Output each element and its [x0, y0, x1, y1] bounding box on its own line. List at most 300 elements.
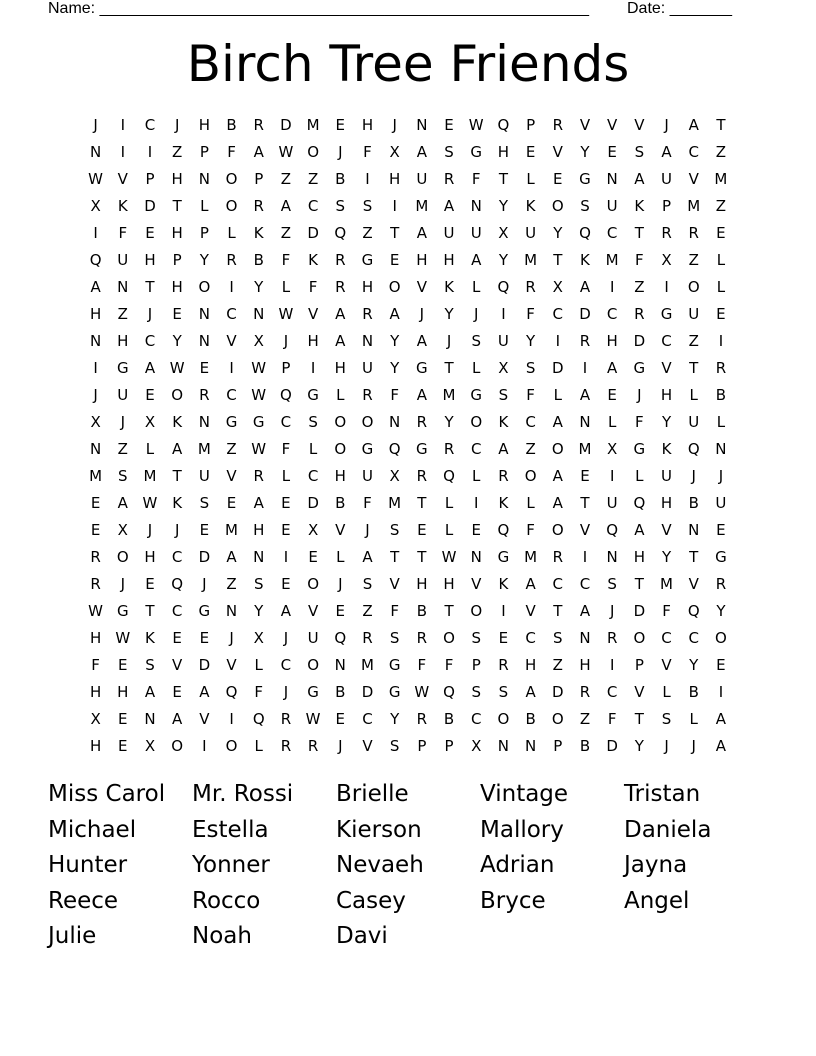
- word-list-item: Rocco: [192, 887, 261, 914]
- grid-letter: J: [664, 737, 669, 755]
- grid-letter: C: [688, 143, 699, 161]
- grid-letter: I: [664, 278, 669, 296]
- grid-letter: O: [307, 143, 319, 161]
- grid-letter: N: [89, 332, 102, 350]
- grid-letter: T: [417, 548, 427, 566]
- grid-letter: F: [254, 683, 264, 701]
- grid-letter: E: [226, 494, 237, 512]
- word-list-item: Vintage: [480, 781, 569, 807]
- grid-letter: H: [334, 467, 346, 485]
- grid-letter: E: [118, 656, 128, 674]
- grid-letter: L: [254, 656, 263, 674]
- name-field-label: Name: _______________________________________________________: [48, 0, 589, 17]
- grid-letter: H: [361, 278, 374, 296]
- grid-letter: X: [253, 332, 264, 350]
- grid-letter: R: [525, 278, 536, 296]
- grid-letter: I: [582, 548, 588, 566]
- grid-letter: A: [498, 440, 509, 458]
- grid-letter: R: [280, 710, 292, 728]
- grid-letter: E: [118, 737, 128, 755]
- grid-letter: P: [145, 170, 155, 188]
- grid-letter: G: [715, 548, 727, 566]
- grid-letter: P: [199, 224, 209, 242]
- grid-letter: S: [389, 521, 400, 539]
- grid-letter: C: [144, 116, 156, 134]
- grid-letter: A: [172, 440, 183, 458]
- grid-letter: G: [225, 413, 238, 431]
- grid-letter: O: [225, 737, 238, 755]
- grid-letter: V: [634, 683, 645, 701]
- grid-row: [82, 220, 742, 247]
- grid-letter: M: [143, 467, 157, 485]
- grid-letter: N: [198, 413, 210, 431]
- word-list-item: Tristan: [624, 781, 701, 807]
- grid-letter: L: [227, 224, 236, 242]
- grid-letter: E: [145, 386, 155, 404]
- grid-letter: Z: [362, 602, 373, 620]
- grid-letter: B: [579, 737, 591, 755]
- grid-row: [82, 625, 742, 652]
- grid-letter: W: [278, 305, 294, 323]
- grid-letter: L: [281, 278, 291, 296]
- grid-letter: P: [526, 116, 536, 134]
- grid-letter: G: [116, 602, 129, 620]
- grid-row: [82, 328, 742, 355]
- grid-letter: A: [634, 170, 645, 188]
- grid-letter: I: [93, 359, 98, 377]
- grid-letter: Z: [280, 224, 292, 242]
- grid-letter: Y: [498, 197, 508, 215]
- grid-letter: G: [388, 683, 401, 701]
- grid-letter: R: [416, 629, 428, 647]
- grid-letter: J: [718, 467, 724, 485]
- grid-letter: H: [144, 548, 156, 566]
- grid-letter: L: [444, 494, 454, 512]
- grid-letter: H: [89, 737, 102, 755]
- grid-letter: A: [253, 494, 264, 512]
- grid-letter: G: [633, 440, 646, 458]
- grid-letter: O: [443, 629, 455, 647]
- grid-letter: X: [498, 359, 509, 377]
- grid-letter: V: [661, 521, 672, 539]
- grid-letter: E: [498, 629, 509, 647]
- grid-letter: I: [202, 737, 207, 755]
- grid-letter: Q: [280, 386, 292, 404]
- grid-letter: J: [147, 521, 153, 539]
- grid-letter: S: [580, 197, 590, 215]
- grid-row: [82, 490, 742, 517]
- grid-letter: H: [660, 494, 673, 512]
- grid-letter: R: [688, 224, 699, 242]
- word-list-item: Estella: [192, 816, 269, 843]
- grid-letter: T: [172, 467, 182, 485]
- grid-letter: V: [688, 575, 699, 593]
- grid-letter: Y: [390, 359, 400, 377]
- grid-letter: J: [174, 521, 180, 539]
- grid-letter: A: [416, 224, 427, 242]
- grid-letter: O: [551, 521, 564, 539]
- grid-letter: X: [552, 278, 563, 296]
- grid-letter: C: [606, 683, 618, 701]
- grid-letter: A: [715, 737, 727, 755]
- grid-letter: B: [335, 494, 346, 512]
- grid-letter: R: [90, 548, 101, 566]
- grid-letter: H: [389, 170, 401, 188]
- grid-letter: G: [470, 386, 483, 404]
- grid-row: [82, 436, 742, 463]
- grid-letter: A: [525, 683, 536, 701]
- grid-letter: E: [716, 224, 726, 242]
- grid-letter: G: [388, 656, 401, 674]
- grid-letter: D: [144, 197, 156, 215]
- grid-letter: Z: [552, 656, 563, 674]
- grid-letter: W: [251, 359, 267, 377]
- grid-letter: R: [90, 575, 101, 593]
- grid-letter: L: [689, 710, 698, 728]
- grid-letter: E: [335, 710, 346, 728]
- grid-letter: P: [199, 143, 209, 161]
- grid-letter: E: [389, 251, 400, 269]
- grid-letter: N: [579, 629, 591, 647]
- grid-letter: A: [579, 602, 591, 620]
- grid-letter: M: [388, 494, 402, 512]
- grid-letter: N: [117, 278, 129, 296]
- grid-letter: H: [171, 224, 183, 242]
- grid-letter: U: [416, 170, 428, 188]
- grid-letter: L: [472, 359, 481, 377]
- grid-letter: M: [360, 656, 374, 674]
- grid-letter: E: [471, 521, 481, 539]
- grid-letter: N: [361, 332, 374, 350]
- grid-letter: D: [280, 116, 292, 134]
- grid-letter: Q: [443, 467, 455, 485]
- grid-letter: B: [335, 170, 346, 188]
- grid-letter: J: [691, 467, 696, 485]
- grid-letter: H: [89, 629, 102, 647]
- grid-letter: Y: [172, 332, 182, 350]
- word-list-item: Yonner: [192, 852, 270, 878]
- grid-row: [82, 544, 742, 571]
- grid-letter: X: [144, 413, 156, 431]
- grid-letter: N: [198, 305, 210, 323]
- grid-row: [82, 652, 742, 679]
- grid-letter: G: [497, 548, 510, 566]
- grid-letter: Z: [688, 251, 699, 269]
- grid-letter: O: [497, 710, 510, 728]
- grid-letter: H: [198, 116, 210, 134]
- grid-letter: H: [443, 575, 455, 593]
- grid-letter: H: [606, 332, 618, 350]
- grid-letter: Z: [307, 170, 319, 188]
- grid-letter: V: [362, 737, 373, 755]
- grid-letter: Z: [280, 170, 292, 188]
- grid-letter: G: [198, 602, 211, 620]
- grid-letter: J: [637, 386, 642, 404]
- grid-letter: Q: [579, 224, 591, 242]
- grid-letter: A: [416, 143, 427, 161]
- grid-letter: F: [118, 224, 128, 242]
- grid-row: [82, 571, 742, 598]
- grid-letter: B: [715, 386, 727, 404]
- grid-letter: G: [307, 683, 319, 701]
- grid-letter: K: [498, 413, 509, 431]
- grid-letter: D: [552, 359, 564, 377]
- grid-letter: X: [90, 413, 101, 431]
- grid-letter: U: [715, 494, 727, 512]
- grid-letter: W: [468, 116, 484, 134]
- grid-letter: R: [226, 251, 237, 269]
- grid-letter: M: [197, 440, 211, 458]
- grid-letter: T: [716, 116, 726, 134]
- grid-letter: T: [444, 359, 454, 377]
- grid-letter: Q: [606, 521, 619, 539]
- grid-letter: Y: [553, 224, 563, 242]
- grid-letter: J: [691, 737, 696, 755]
- grid-letter: Q: [687, 440, 700, 458]
- grid-row: [82, 382, 742, 409]
- grid-letter: K: [253, 224, 264, 242]
- grid-letter: F: [526, 521, 535, 539]
- grid-letter: N: [497, 737, 510, 755]
- grid-letter: P: [417, 737, 427, 755]
- grid-row: [82, 139, 742, 166]
- grid-letter: X: [307, 521, 319, 539]
- grid-letter: A: [362, 548, 373, 566]
- grid-letter: U: [361, 359, 373, 377]
- grid-letter: C: [552, 305, 564, 323]
- grid-letter: E: [553, 170, 563, 188]
- grid-letter: G: [361, 440, 374, 458]
- grid-letter: R: [498, 656, 509, 674]
- grid-letter: S: [634, 143, 645, 161]
- grid-letter: T: [634, 710, 644, 728]
- grid-letter: V: [226, 467, 237, 485]
- grid-letter: U: [661, 467, 673, 485]
- grid-letter: O: [334, 440, 347, 458]
- grid-letter: S: [553, 629, 563, 647]
- grid-letter: V: [607, 116, 618, 134]
- grid-letter: X: [117, 521, 128, 539]
- grid-letter: E: [90, 494, 101, 512]
- grid-letter: T: [390, 548, 400, 566]
- grid-letter: R: [199, 386, 210, 404]
- grid-letter: H: [117, 332, 129, 350]
- grid-row: [82, 679, 742, 706]
- grid-letter: R: [416, 710, 428, 728]
- grid-letter: B: [688, 683, 699, 701]
- grid-letter: S: [498, 386, 509, 404]
- grid-letter: L: [526, 170, 535, 188]
- grid-letter: H: [171, 278, 183, 296]
- grid-letter: T: [498, 170, 508, 188]
- grid-letter: F: [635, 413, 644, 431]
- grid-letter: F: [390, 602, 399, 620]
- grid-letter: V: [471, 575, 482, 593]
- grid-letter: L: [336, 548, 345, 566]
- grid-letter: L: [200, 197, 209, 215]
- grid-letter: I: [229, 278, 234, 296]
- grid-letter: Z: [715, 143, 727, 161]
- grid-letter: L: [308, 440, 318, 458]
- word-list-item: Mr. Rossi: [192, 781, 294, 807]
- grid-letter: S: [498, 683, 509, 701]
- grid-letter: R: [335, 278, 346, 296]
- grid-letter: T: [689, 548, 699, 566]
- grid-letter: R: [443, 170, 455, 188]
- grid-letter: J: [664, 116, 669, 134]
- grid-letter: E: [335, 116, 346, 134]
- grid-letter: F: [281, 440, 291, 458]
- grid-letter: M: [714, 170, 728, 188]
- grid-letter: R: [335, 251, 346, 269]
- grid-letter: R: [253, 197, 264, 215]
- grid-letter: A: [199, 683, 210, 701]
- grid-letter: A: [416, 386, 427, 404]
- grid-letter: Y: [661, 548, 672, 566]
- word-list-item: Brielle: [336, 781, 409, 807]
- grid-letter: F: [308, 278, 318, 296]
- grid-letter: K: [172, 413, 183, 431]
- grid-letter: D: [307, 224, 319, 242]
- grid-letter: C: [525, 413, 536, 431]
- grid-letter: E: [199, 359, 210, 377]
- grid-letter: Y: [199, 251, 209, 269]
- grid-letter: R: [715, 575, 727, 593]
- grid-letter: J: [174, 116, 180, 134]
- grid-letter: G: [307, 386, 319, 404]
- grid-letter: P: [553, 737, 563, 755]
- grid-letter: L: [526, 494, 535, 512]
- grid-letter: N: [470, 197, 482, 215]
- grid-letter: D: [198, 548, 211, 566]
- grid-letter: E: [335, 602, 346, 620]
- grid-letter: C: [661, 332, 672, 350]
- grid-letter: C: [226, 386, 237, 404]
- grid-letter: Y: [444, 413, 454, 431]
- grid-letter: G: [116, 359, 129, 377]
- grid-letter: T: [553, 602, 563, 620]
- grid-letter: N: [389, 413, 401, 431]
- grid-letter: W: [305, 710, 321, 728]
- word-list-item: Miss Carol: [48, 781, 166, 807]
- grid-letter: H: [361, 116, 374, 134]
- grid-letter: S: [362, 197, 373, 215]
- grid-letter: T: [634, 224, 644, 242]
- grid-letter: I: [147, 143, 153, 161]
- grid-letter: O: [715, 629, 727, 647]
- grid-letter: H: [497, 143, 510, 161]
- grid-letter: Q: [334, 224, 347, 242]
- grid-letter: A: [634, 521, 645, 539]
- grid-letter: I: [229, 710, 234, 728]
- grid-letter: G: [416, 359, 428, 377]
- grid-letter: A: [471, 251, 482, 269]
- grid-letter: V: [226, 332, 237, 350]
- grid-letter: K: [172, 494, 183, 512]
- grid-letter: I: [582, 359, 588, 377]
- grid-letter: K: [498, 575, 509, 593]
- grid-letter: W: [441, 548, 457, 566]
- grid-letter: Q: [388, 440, 401, 458]
- grid-letter: H: [416, 575, 428, 593]
- grid-letter: V: [525, 602, 536, 620]
- grid-letter: E: [607, 386, 617, 404]
- grid-letter: I: [555, 332, 560, 350]
- grid-letter: D: [579, 305, 591, 323]
- grid-letter: T: [580, 494, 590, 512]
- word-list-item: Michael: [48, 816, 137, 843]
- grid-letter: A: [661, 143, 672, 161]
- grid-letter: V: [307, 305, 319, 323]
- word-list-item: Bryce: [480, 887, 546, 914]
- grid-row: [82, 166, 742, 193]
- grid-letter: Q: [633, 494, 646, 512]
- grid-letter: G: [660, 305, 673, 323]
- grid-letter: C: [362, 710, 373, 728]
- grid-letter: S: [118, 467, 128, 485]
- grid-letter: Q: [497, 116, 510, 134]
- grid-letter: M: [524, 251, 538, 269]
- grid-letter: C: [226, 305, 237, 323]
- grid-letter: W: [169, 359, 185, 377]
- grid-letter: S: [444, 143, 454, 161]
- grid-letter: B: [688, 494, 699, 512]
- grid-letter: D: [552, 683, 564, 701]
- grid-letter: G: [470, 143, 483, 161]
- grid-letter: B: [226, 116, 237, 134]
- grid-letter: X: [253, 629, 264, 647]
- grid-letter: Q: [225, 683, 238, 701]
- grid-letter: Z: [226, 440, 237, 458]
- grid-letter: L: [553, 386, 562, 404]
- grid-letter: N: [198, 170, 210, 188]
- grid-letter: K: [580, 251, 590, 269]
- grid-letter: U: [661, 170, 673, 188]
- grid-letter: I: [310, 359, 316, 377]
- grid-letter: I: [718, 332, 724, 350]
- grid-letter: R: [579, 332, 591, 350]
- grid-letter: E: [716, 656, 726, 674]
- grid-letter: O: [388, 278, 401, 296]
- grid-letter: W: [115, 629, 131, 647]
- grid-letter: G: [416, 440, 428, 458]
- grid-letter: X: [498, 224, 509, 242]
- grid-letter: I: [120, 116, 125, 134]
- grid-letter: G: [633, 359, 646, 377]
- grid-letter: K: [145, 629, 155, 647]
- word-list-item: Nevaeh: [336, 852, 424, 878]
- grid-letter: U: [688, 413, 700, 431]
- grid-letter: N: [606, 548, 618, 566]
- grid-letter: E: [444, 116, 454, 134]
- grid-letter: J: [338, 143, 343, 161]
- grid-letter: Q: [497, 521, 510, 539]
- grid-letter: T: [444, 602, 454, 620]
- grid-letter: I: [609, 656, 615, 674]
- grid-letter: L: [607, 413, 617, 431]
- grid-letter: R: [362, 629, 373, 647]
- grid-letter: R: [416, 413, 428, 431]
- grid-letter: L: [472, 467, 481, 485]
- grid-letter: Y: [634, 737, 644, 755]
- grid-letter: Q: [334, 629, 347, 647]
- grid-letter: R: [552, 116, 563, 134]
- grid-letter: A: [389, 305, 400, 323]
- grid-letter: Z: [715, 197, 727, 215]
- grid-letter: R: [634, 305, 645, 323]
- word-list-item: Jayna: [624, 852, 688, 878]
- word-list-item: Davi: [336, 923, 388, 949]
